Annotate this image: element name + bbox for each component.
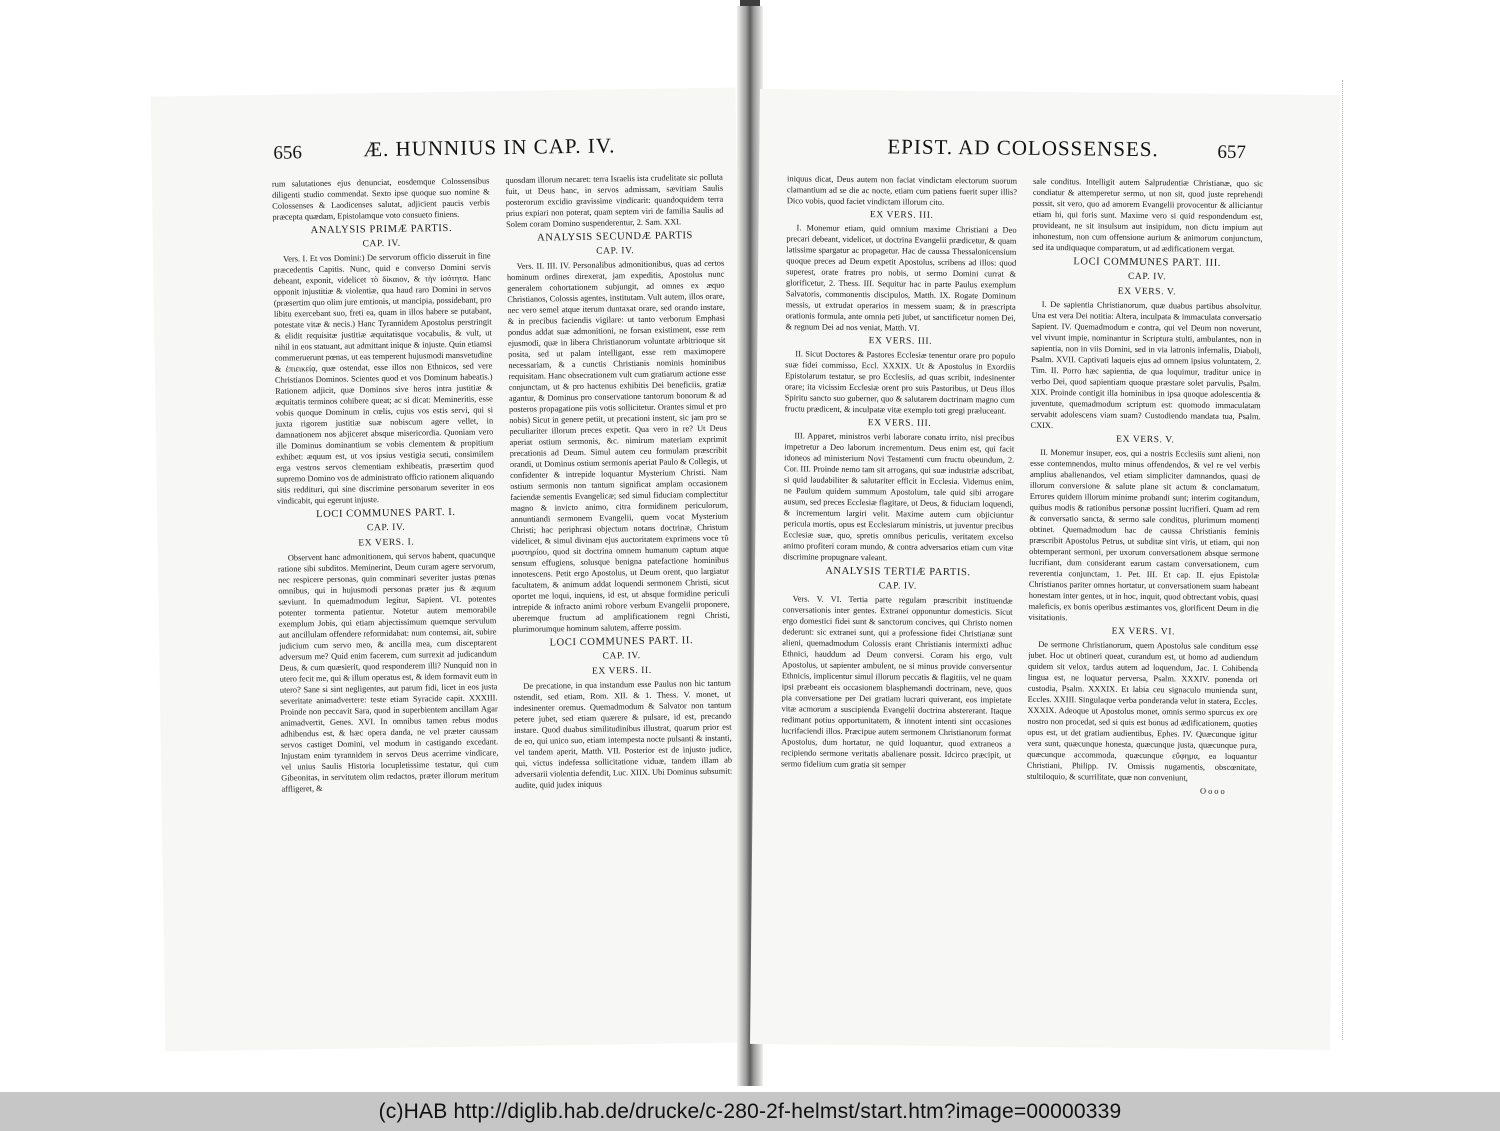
paragraph: iniquus dicat, Deus autem non faciat vindictam electorum suorum clamantium ad se die ac nocte, etiam cum patiens fuerit super illis? Dico vobis, quod faciet vindictam illorum cito.: [786, 174, 1018, 207]
paragraph: I. De sapientia Christianorum, quæ duabus partibus absolvitur. Una est vera Dei notitia: Altera, inculpata & immaculata conversatio Sapient. IV. Quemadmodum e contra, qui vel Deum non noverunt, vel vivunt impie, nominantur in Scriptura stulti, ambulantes, non in sapientia, non in viis Domini, sed in via latronis infernalis, Diaboli, Psalm. XVII. Captivati laqueis ejus ad omnem ipsius voluntatem, 2. Tim. II. Porro hæc sapientia, de qua loquimur, traditur unice in verbo Dei, quod sapientiam quoque præstare solet parvulis, Psalm. XIX. Proinde contigit illa hominibus in ipsa quoque adolescentia & juventute, quemadmodum scriptum est: quomodo immaculatam servabit adolescens viam suam? Custodiendo mandata tua, Psalm. CXIX.: [1030, 299, 1262, 431]
chapter-heading: CAP. IV.: [878, 581, 917, 592]
signature-mark: [1027, 784, 1257, 797]
section-heading: ANALYSIS SECUNDÆ PARTIS: [537, 230, 694, 244]
page-number: 657: [1217, 141, 1246, 164]
verse-heading: EX VERS. II.: [591, 665, 652, 677]
text-columns: [272, 172, 736, 1029]
paragraph: II. Sicut Doctores & Pastores Ecclesiæ tenentur orare pro populo suæ fidei commisso, Eccl. XXXIX. Ut & Apostolus in Exordiis Epistolarum testatur, se pro Ecclesiis, ad quas scribit, indesinenter orare; ita vicissim Ecclesiæ orent pro suis Pastoribus, ut Deus illos Spiritu sancto suo guberner, quo & salutarem doctrinam magno cum fructu prædicent, & inculpatæ vitæ exemplo toti gregi præluceant.: [784, 349, 1016, 416]
right-column: [1024, 176, 1263, 1028]
copyright-footer: [0, 1092, 1500, 1131]
paragraph: Vers. I. Et vos Domini:) De servorum officio disseruit in fine præcedentis Capitis. Nunc, quid e converso Domini servis debeant, exponit, videlicet τὸ δίκαιον, & τὴν ἰσότητα. Hanc opponit injustitiæ & violentiæ, qua haud raro Domini in servos (præsertim quo olim jure emtionis, ut mancipia, possidebant, pro libitu exercebant suo, freti ea, quam in illos habere se putabant, potestate vitæ & necis.) Hanc Tyrannidem Apostolus perstringit & elidit requisitæ justitiæ æquitatisque vocabulis, & vult, ut nihil in eos statuant, aut admittant inique & injuste. Quin etiamsi commeruerunt pœnas, ut eas temperent hujusmodi mansvetudine & ἐπιεικείᾳ, quæ ostendat, esse illos non Ethnicos, sed vere Christianos Dominos. Scientes quod et vos Dominum habeatis.) Rationem adjicit, quæ Dominos sive heros intra justitiæ & æquitatis terminos cohibere queat; ac si dicat: Memineritis, esse vobis quoque Dominum in cœlis, cujus vos estis servi, qui si juxta rigorem justitiæ suæ nobiscum agere vellet, in damnationem nos abjiceret absque misericordia. Quoniam vero ille Dominus dominantium se vobis clementem & propitium exhibet: æquum est, ut vos ipsius vestigia secuti, consimilem erga vestros servos clementiam exhibeatis, præsertim quod supremo Domino vos de administrato officio rationem aliquando sitis reddituri, qui sine discrimine personarum severiter in eos vindicabit, qui egerunt injuste.: [273, 251, 495, 506]
paragraph: II. Monemur insuper, eos, qui a nostris Ecclesiis sunt alieni, non esse contemnendos, multo minus offendendos, & vel re vel verbis amplius abalienandos, vel etiam simpliciter damnandos, quasi de illorum conversione & salute plane sit actum & conclamatum. Errores quidem illorum minime probandi sunt; interim cogitandum, quibus modis & rationibus personæ possint lucrifieri. Quam ad rem & conversatio sancta, & sermo sale conditus, plurimum momenti obtinet. Quemadmodum hac de caussa Christianis feminis præscribit Apostolus Petrus, ut subditæ sint viris, ut etiam, qui non obtemperant sermoni, per uxorum conversationem absque sermone lucrifiant, dum considerant earum castam conversationem, cum reverentia conjunctam, 1. Pet. III. Et cap. II. ejus Epistolæ Christianos pariter omnes hortatur, ut conversationem suam habeant honestam inter gentes, ut in hoc, inquit, quod obtrectant vobis, quasi maleficis, ex bonis operibus æstimantes vos, glorificent Deum in die visitationis.: [1028, 447, 1261, 623]
section-heading: ANALYSIS TERTIÆ PARTIS.: [825, 565, 971, 579]
chapter-heading: CAP. IV.: [362, 238, 401, 250]
verse-heading: EX VERS. III.: [867, 418, 932, 429]
section-heading: LOCI COMMUNES PART. I.: [316, 506, 456, 521]
paragraph: rum salutationes ejus denunciat, eosdemque Colossensibus diligenti studio commendat. Sexto ipse quoque suo nomine & Colossenses & Laodicenses salutat, adjicient paucis verbis præcepta quædam, Epistolamque voto consueto finiens.: [271, 176, 490, 222]
page-number: 656: [273, 142, 303, 164]
verse-heading: EX VERS. V.: [1117, 286, 1177, 298]
section-heading: LOCI COMMUNES PART. III.: [1073, 256, 1222, 269]
paragraph: De precatione, in qua instandum esse Paulus non hic tantum ostendit, sed etiam, Rom. XII. & 1. Thess. V. monet, ut indesinenter oremus. Quemadmodum & Salvator non tantum petere jubet, sed etiam quærere & pulsare, id est, precando instare. Quod duabus similitudinibus illustrat, quarum prior est de eo, qui unico suo, etiam intempesta nocte pulsanti & instanti, vel tandem aperit, Matth. VII. Posterior est de injusto judice, qui, victus indefessa sollicitatione viduæ, tandem illam ab adversarii violentia defendit, Luc. XIIX. Ubi Dominus subsumit: audite, quid judex iniquus: [513, 678, 733, 791]
running-head: [887, 134, 1159, 167]
page-edge: [1342, 80, 1346, 1040]
paragraph: Vers. V. VI. Tertia parte regulam præscribit instituendæ conversationis inter gentes. Extranei opponuntur domesticis. Sicut ergo domestici fidei sunt & sanctorum concives, qui Christo nomen dederunt: sic extranei sunt, qui a professione fidei Christianæ sunt alieni, quemadmodum Colossis erant Christianis intermixti adhuc Ethnici, hauddum ad Deum conversi. Coram his ergo, vult Apostolus, ut sapienter ambulent, ne si minus provide conversentur Ethnicis, implicentur simul illorum peccatis & flagitiis, vel ne quam ipsi præbeant eis occasionem blasphemandi doctrinam, neve, quos pia conversatione per Dei gratiam lucrari quiverant, eos impietate vitæ acmorum a suscipienda Evangelii doctrina abstererant. Itaque redimant potius opportunitatem, & innotent intenti sint occasiones lucrifaciendi illos. Præcipue autem sermonem Christianorum format Apostolus, dum hortatur, ne quid loquantur, quod extraneos a recipiendo sermone veritatis abalienare possit. Idcirco præcipit, ut sermo fidelium cum gratia sit semper: [780, 594, 1013, 770]
verse-heading: EX VERS. III.: [869, 210, 934, 221]
section-heading: LOCI COMMUNES PART. II.: [549, 635, 694, 649]
right-page: [750, 89, 1340, 1050]
paragraph: III. Apparet, ministros verbi laborare conatu irrito, nisi precibus impetretur a Deo laborum incrementum. Deus enim est, qui facit idoneos ad ministerium Novi Testamenti cum fructu obeundum, 2. Cor. III. Proinde nemo tam sit arrogans, qui suæ industriæ adscribat, si quid laudabiliter & salutariter efficit in Ecclesia. Videmus enim, ne Paulum quidem summum Apostolum, tale quid sibi arrogare ausum, sed preces Ecclesiæ flagitare, ut Deus, & fiduciam loquendi, & incrementum largiri velit. Maxime autem cum objiciuntur pericula mortis, opus est Ecclesiarum ministris, ut juventur precibus Ecclesiæ suæ, quo, spretis omnibus periculis, veritatem excelso animo profiteri coram mundo, & contra adversarios etiam cum vitæ discrimine propugnare valeant.: [783, 431, 1015, 563]
paragraph: I. Monemur etiam, quid omnium maxime Christiani a Deo precari debeant, videlicet, ut doctrina Evangelii prædicetur, & quam latissime spargatur ac propagetur. Hac de caussa Thessalonicensium quoque preces ad Deum expetit Apostolus, scribens ad illos: quod superest, orate fratres pro nobis, ut sermo Domini currat & glorificetur, 2. Thess. III. Sequitur hac in parte Paulus exemplum Salvatoris, commonentis discipulos, Matth. IX. Rogate Dominum messis, ut extrudat operarios in messem suam; & in præscripta orationis formula, ante omnia peti jubet, ut sanctificetur nomen Dei, & regnum Dei ad nos veniat, Matth. VI.: [785, 223, 1017, 333]
verse-heading: EX VERS. VI.: [1111, 626, 1176, 638]
running-head: [363, 133, 616, 167]
section-heading: ANALYSIS PRIMÆ PARTIS.: [310, 222, 453, 237]
paragraph: sale conditus. Intelligit autem Salprudentiæ Christianæ, quo sic condiatur & attemperetur sermo, ut non sit, quod juste reprehendi possit, sit vero, quo ad amorem Evangelii provocentur & alliciantur etiam hi, qui foris sunt. Maxime vero si quid respondendum est, provideant, ne sit insulsum aut insipidum, non dictu impium aut inhonestum, non cum offensione aurium & animorum conjunctum, sed ita undiquaque comparatum, ut ad ædificationem vergat.: [1032, 176, 1264, 254]
paragraph: quosdam illorum necaret: terra Israelis ista crudelitate sic polluta fuit, ut Deus hanc, in servos admissam, sævitiam Saulis posterorum excidio gravissime vindicarit: quandoquidem terra prius expiari non poterat, quam septem viri de familia Saulis ad Solem coram Domino suspenderentur, 2. Sam. XXI.: [505, 172, 724, 230]
verse-heading: EX VERS. I.: [358, 537, 415, 549]
copyright-url-text: (c)HAB http://diglib.hab.de/drucke/c-280-2f-helmst/start.htm?image=00000339: [378, 1099, 1122, 1123]
verse-heading: EX VERS. V.: [1116, 434, 1175, 446]
verse-heading: EX VERS. III.: [868, 336, 933, 347]
left-column: [272, 175, 503, 1028]
left-column: [778, 173, 1017, 1025]
text-columns: [778, 173, 1263, 1028]
paragraph: Observent hanc admonitionem, qui servos habent, quacunque ratione sibi subditos. Meminerint, Deum curam agere servorum, nec respicere personas, quin comminari severiter justas pœnas omnibus, qui in hujusmodi personas præter jus & æquum sæviunt. In quemadmodum legitur, Sapient. VI. potentes potenter tormenta patientur. Notetur autem memorabile exemplum Jobis, qui etiam abjectissimum quemque servulum aut ancillulam offendere reformidabat: num contemsi, ait, subire judicium cum servo meo, & ancilla mea, cum disceptarent adversum me? Quid enim facerem, cum surrexit ad judicandum Deus, & cum quæsierit, quod responderem illi? Nunquid non in utero fecit me, qui & illum operatus est, & idem formavit eum in utero? Sane si sint negligentes, aut parum fidi, licet in eos justa severitate animadvertere: teste etiam Syracide capit. XXXIII. Proinde non peccavit Sara, quod in superbientem ancillam Agar animadvertit, Genes. XVI. In omnibus tamen rebus modus adhibendus est, & hæc opera danda, ne vel præter caussam servos castiget Domini, vel modum in castigando excedant. Injustam enim tyrannidem in servos Deus acerrime vindicare, vel unius Saulis Historia locupletissime testatur, qui cum Gibeonitas, in servitutem olim redactos, præter illorum meritum affligeret, &: [277, 550, 499, 794]
chapter-heading: CAP. IV.: [602, 651, 641, 662]
paragraph: De sermone Christianorum, quem Apostolus sale conditum esse jubet. Hoc ut obtineri queat, curandum est, ut homo ad audiendum quidem sit velox, tardus autem ad loquendum, Jac. I. Cohibenda lingua est, ne loquatur perversa, Psalm. XXXIV. ponenda ori custodia, Psalm. XXXIX. Et labia ceu signaculo munienda sunt, Eccles. XXIII. Singulaque verba ponderanda velut in statera, Eccles. XXXIX. Adeoque ut Apostolus monet, omnis sermo spurcus ex ore nostro non procedat, sed si quis est bonus ad ædificationem, quoties opus est, ut det gratiam audientibus, Ephes. IV. Quæcunque igitur vera sunt, quæcunque honesta, quæcunque justa, quæcunque pura, quæcunque accommoda, quæcunque εὔφημα, ea loquantur Christiani, Philipp. IV. Omissis nugamentis, obscœnitate, stultiloquio, & scurrilitate, quæ non conveniunt,: [1026, 639, 1259, 783]
running-head-title: EPIST. AD COLOSSENSES.: [887, 134, 1159, 162]
chapter-heading: CAP. IV.: [596, 246, 635, 257]
paragraph: Vers. II. III. IV. Personalibus admonitionibus, quas ad certos hominum ordines direxerat, jam expeditis, Apostolus nunc generalem cohortationem subjungit, ad omnes ex æquo Christianos, Colossis agentes, institutam. Vult autem, illos orare, nec vero semel atque iterum duntaxat orare, sed orando instare, & in precibus faciendis vigilare: ut tanto verborum Emphasi pondus addat suæ admonitioni, ne forsan existiment, esse rem ejusmodi, quæ in libera Christianorum voluntate arbitrioque sit posita, sed ut palam intelligant, esse rem maximopere necessariam, & a cunctis Christianis nominis hominibus requisitam. Hanc obsecrationem vult cum gratiarum actione esse conjunctam, ut & pro hactenus exhibitis Dei beneficiis, gratiæ agantur, & Dominus pro conservatione tantorum bonorum & ad posteros propagatione piis votis sollicitetur. Orantes simul et pro nobis) Sicut in genere petiit, ut precationi instent, sic jam pro se peculiariter illorum preces expetit. Qua vero in re? Ut Deus aperiat ostium sermonis, &c. nimirum materiam exprimit precationis ad Deum. Simul autem ceu formulam præscribit orandi, ut Dominus ostium sermonis aperiat Paulo & Collegis, ut confidenter & intrepide loquantur Mysterium Christi. Nam ostium sermonis non tantum significat amplam occasionem faciendæ sementis Evangelicæ; sed simul fiduciam complectitur magno & invicto animo, citra formidinem periculorum, annuntiandi sermonem Evangelii, quem vocat Mysterium Christi; hac periphrasi objectum notans doctrinæ, Christum videlicet, & simul divinam ejus auctoritatem exprimens voce τῦ μυστηρίου, quod sit doctrina omnem humanum captum atque sensum effugiens, solusque benigna patefactione hominibus innotescens. Petit ergo Apostolus, ut Deum orent, quo largiatur facultatem, & animum addat loquendi sermonem Christi, sicut oportet me loqui, inquiens, id est, ut absque formidine periculi intrepide & infracto animi robore verbum Evangelii proponere, uberemque fructum ad amplificationem regni Christi, plurimorumque hominum salutem, afferre possim.: [506, 258, 730, 635]
chapter-heading: CAP. IV.: [1127, 271, 1167, 283]
right-column: [505, 172, 736, 1025]
running-head-title: Æ. HUNNIUS IN CAP. IV.: [363, 133, 616, 162]
left-page: [151, 87, 751, 1051]
chapter-heading: CAP. IV.: [366, 522, 406, 534]
signature-text: Oooo: [1200, 786, 1227, 796]
